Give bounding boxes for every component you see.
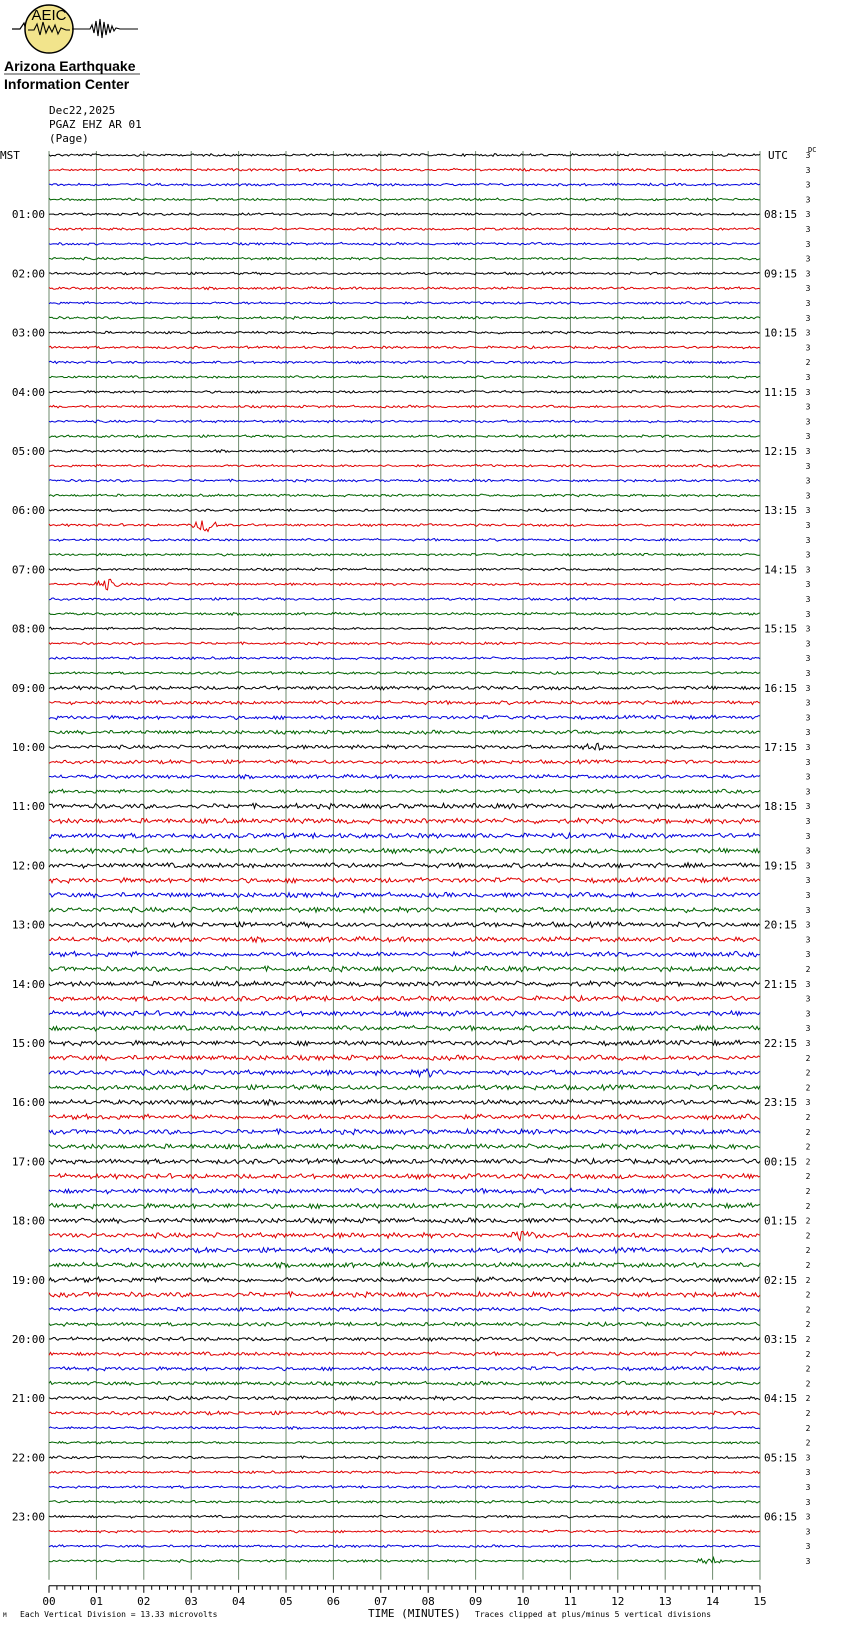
trace-row-62 xyxy=(49,1069,760,1077)
dc-label: DC xyxy=(808,146,817,154)
dc-value: 2 xyxy=(805,1216,811,1226)
dc-value: 3 xyxy=(805,876,811,886)
dc-value: 2 xyxy=(805,1157,811,1167)
x-tick-label: 13 xyxy=(658,1594,672,1608)
x-tick-label: 14 xyxy=(705,1594,720,1608)
dc-value: 3 xyxy=(805,920,811,930)
trace-row-67 xyxy=(49,1144,760,1149)
mst-hour-label: 09:00 xyxy=(11,681,45,695)
trace-row-19 xyxy=(49,435,760,438)
trace-row-88 xyxy=(49,1456,760,1459)
trace-row-24 xyxy=(49,509,760,512)
dc-value: 2 xyxy=(805,1409,811,1418)
trace-row-34 xyxy=(49,657,760,660)
trace-row-9 xyxy=(49,287,760,290)
trace-row-39 xyxy=(49,730,760,734)
dc-value: 3 xyxy=(805,994,811,1004)
mst-hour-label: 03:00 xyxy=(11,326,45,340)
dc-value: 3 xyxy=(805,609,811,619)
dc-value: 2 xyxy=(805,1320,811,1330)
dc-value: 3 xyxy=(805,1542,811,1552)
trace-row-51 xyxy=(49,907,760,913)
mst-hour-label: 01:00 xyxy=(11,208,45,222)
utc-hour-label: 05:15 xyxy=(764,1451,798,1465)
trace-row-87 xyxy=(49,1441,760,1444)
dc-value: 2 xyxy=(805,1142,811,1152)
dc-value: 3 xyxy=(805,1557,811,1566)
dc-value: 2 xyxy=(805,1231,811,1241)
trace-row-81 xyxy=(49,1352,760,1356)
utc-hour-label: 02:15 xyxy=(764,1273,798,1287)
trace-row-15 xyxy=(49,376,760,379)
utc-hour-label: 04:15 xyxy=(764,1392,798,1406)
clip-note: Traces clipped at plus/minus 5 vertical divisions xyxy=(475,1609,712,1619)
trace-row-79 xyxy=(49,1322,760,1326)
dc-value: 2 xyxy=(805,1246,811,1256)
logo-line2: Information Center xyxy=(4,76,130,92)
dc-value: 3 xyxy=(805,373,811,382)
utc-hour-label: 22:15 xyxy=(764,1037,798,1050)
dc-value: 2 xyxy=(805,1349,811,1359)
dc-value: 3 xyxy=(805,905,811,915)
x-tick-label: 15 xyxy=(753,1594,767,1608)
x-tick-label: 07 xyxy=(374,1594,388,1608)
dc-value: 3 xyxy=(805,476,811,486)
dc-value: 3 xyxy=(805,1483,811,1492)
trace-row-83 xyxy=(49,1381,760,1385)
trace-row-75 xyxy=(49,1262,760,1268)
dc-value: 2 xyxy=(805,358,811,368)
trace-row-72 xyxy=(49,1218,760,1223)
dc-value: 3 xyxy=(805,713,811,723)
dc-value: 3 xyxy=(805,698,811,708)
trace-row-54 xyxy=(49,951,760,957)
dc-value: 3 xyxy=(805,669,811,678)
trace-row-8 xyxy=(49,272,760,275)
trace-row-20 xyxy=(49,450,760,453)
utc-hour-label: 08:15 xyxy=(764,208,798,222)
dc-value: 3 xyxy=(805,802,811,812)
trace-row-43 xyxy=(49,789,760,793)
dc-value: 3 xyxy=(805,831,811,841)
dc-value: 3 xyxy=(805,225,811,234)
mst-hour-label: 15:00 xyxy=(11,1037,45,1050)
trace-row-45 xyxy=(49,818,760,823)
trace-row-14 xyxy=(49,361,760,364)
dc-value: 3 xyxy=(805,491,811,501)
trace-row-63 xyxy=(49,1085,760,1091)
trace-row-17 xyxy=(49,405,760,408)
trace-row-46 xyxy=(49,833,760,839)
dc-value: 2 xyxy=(805,1364,811,1374)
x-tick-label: 00 xyxy=(42,1594,56,1608)
utc-hour-label: 18:15 xyxy=(764,800,798,814)
trace-row-1 xyxy=(49,168,760,171)
mst-hour-label: 17:00 xyxy=(11,1155,45,1169)
dc-value: 3 xyxy=(805,313,811,323)
utc-hour-label: 03:15 xyxy=(764,1333,798,1346)
mst-hour-label: 11:00 xyxy=(11,800,45,814)
trace-row-28 xyxy=(49,568,760,571)
utc-hour-label: 23:15 xyxy=(764,1096,798,1110)
utc-hour-label: 19:15 xyxy=(764,859,798,873)
trace-row-44 xyxy=(49,803,760,809)
trace-row-76 xyxy=(49,1277,760,1282)
mst-hour-label: 07:00 xyxy=(11,563,45,577)
trace-row-84 xyxy=(49,1396,760,1400)
trace-row-2 xyxy=(49,183,760,186)
dc-value: 3 xyxy=(805,151,811,160)
trace-row-77 xyxy=(49,1292,760,1298)
trace-row-48 xyxy=(49,863,760,868)
dc-value: 2 xyxy=(805,1438,811,1448)
trace-row-3 xyxy=(49,198,760,201)
dc-value: 3 xyxy=(805,506,811,516)
dc-value: 3 xyxy=(805,1497,811,1507)
dc-value: 3 xyxy=(805,891,811,900)
dc-value: 2 xyxy=(805,1113,811,1122)
dc-value: 3 xyxy=(805,654,811,664)
dc-value: 3 xyxy=(805,772,811,782)
dc-value: 2 xyxy=(805,1261,811,1270)
mst-hour-label: 06:00 xyxy=(11,504,45,518)
dc-value: 3 xyxy=(805,417,811,427)
dc-value: 3 xyxy=(805,1098,811,1108)
logo-line1: Arizona Earthquake xyxy=(4,58,136,74)
dc-value: 3 xyxy=(805,979,811,989)
dc-value: 3 xyxy=(805,432,811,442)
trace-row-78 xyxy=(49,1307,760,1311)
dc-value: 2 xyxy=(805,1201,811,1211)
dc-value: 3 xyxy=(805,284,811,294)
dc-value: 2 xyxy=(805,1423,811,1433)
trace-row-66 xyxy=(49,1129,760,1135)
dc-value: 2 xyxy=(805,1290,811,1300)
utc-hour-label: 09:15 xyxy=(764,267,798,281)
utc-hour-label: 01:15 xyxy=(764,1214,798,1228)
trace-row-36 xyxy=(49,686,760,690)
mst-hour-label: 08:00 xyxy=(11,622,45,636)
trace-row-37 xyxy=(49,701,760,705)
trace-row-65 xyxy=(49,1114,760,1119)
trace-row-61 xyxy=(49,1055,760,1060)
trace-row-85 xyxy=(49,1411,760,1415)
trace-row-89 xyxy=(49,1471,760,1474)
utc-hour-label: 13:15 xyxy=(764,504,798,518)
utc-hour-label: 06:15 xyxy=(764,1510,798,1524)
x-tick-label: 10 xyxy=(516,1594,530,1608)
mst-hour-label: 19:00 xyxy=(11,1273,45,1287)
dc-value: 3 xyxy=(805,861,811,871)
trace-row-57 xyxy=(49,996,760,1002)
trace-row-74 xyxy=(49,1248,760,1254)
trace-row-5 xyxy=(49,228,760,231)
trace-row-22 xyxy=(49,479,760,482)
x-tick-label: 02 xyxy=(137,1594,151,1608)
dc-value: 3 xyxy=(805,210,811,220)
dc-value: 2 xyxy=(805,1083,811,1093)
x-tick-label: 01 xyxy=(89,1594,104,1608)
dc-value: 2 xyxy=(805,1335,811,1344)
trace-row-55 xyxy=(49,966,760,972)
plot-date: Dec22,2025 xyxy=(49,104,116,117)
dc-value: 3 xyxy=(805,757,811,767)
trace-row-32 xyxy=(49,627,760,630)
dc-value: 3 xyxy=(805,195,811,205)
mst-hour-label: 13:00 xyxy=(11,918,45,932)
dc-value: 3 xyxy=(805,521,811,530)
station-code: PGAZ EHZ AR 01 xyxy=(49,118,142,131)
mst-hour-label: 05:00 xyxy=(11,445,45,458)
dc-value: 3 xyxy=(805,846,811,856)
dc-value: 3 xyxy=(805,447,811,456)
mst-hour-label: 16:00 xyxy=(11,1096,45,1110)
trace-row-23 xyxy=(49,494,760,497)
trace-row-91 xyxy=(49,1501,760,1504)
trace-row-95 xyxy=(49,1558,760,1564)
dc-value: 3 xyxy=(805,328,811,338)
dc-value: 3 xyxy=(805,950,811,960)
trace-row-92 xyxy=(49,1515,760,1518)
trace-row-40 xyxy=(49,743,760,750)
mst-axis-label: MST xyxy=(0,149,20,162)
mst-hour-label: 23:00 xyxy=(11,1510,45,1524)
mst-hour-label: 12:00 xyxy=(11,859,45,873)
mst-hour-label: 04:00 xyxy=(11,385,45,399)
trace-row-29 xyxy=(49,579,760,590)
logo-initials: AEIC xyxy=(31,7,67,24)
trace-row-25 xyxy=(49,521,760,532)
dc-value: 3 xyxy=(805,728,811,738)
dc-value: 3 xyxy=(805,387,811,397)
utc-hour-label: 20:15 xyxy=(764,918,798,932)
dc-value: 2 xyxy=(805,1053,811,1063)
x-tick-label: 03 xyxy=(184,1594,198,1608)
utc-hour-label: 14:15 xyxy=(764,563,798,577)
trace-row-4 xyxy=(49,213,760,216)
dc-value: 3 xyxy=(805,817,811,826)
dc-value: 3 xyxy=(805,165,811,175)
mst-hour-label: 20:00 xyxy=(11,1333,45,1346)
dc-value: 3 xyxy=(805,1039,811,1048)
trace-row-49 xyxy=(49,877,760,883)
trace-row-18 xyxy=(49,420,760,423)
utc-hour-label: 16:15 xyxy=(764,681,798,695)
utc-hour-label: 15:15 xyxy=(764,622,798,636)
trace-row-90 xyxy=(49,1486,760,1489)
mst-hour-label: 14:00 xyxy=(11,977,45,991)
dc-value: 3 xyxy=(805,239,811,249)
trace-row-35 xyxy=(49,672,760,675)
trace-row-86 xyxy=(49,1426,760,1429)
utc-hour-label: 21:15 xyxy=(764,977,798,991)
trace-row-12 xyxy=(49,331,760,334)
dc-value: 3 xyxy=(805,535,811,545)
dc-value: 2 xyxy=(805,1394,811,1404)
utc-axis-label: UTC xyxy=(768,149,788,162)
dc-value: 3 xyxy=(805,1527,811,1537)
trace-row-33 xyxy=(49,642,760,645)
mst-hour-label: 21:00 xyxy=(11,1392,45,1406)
dc-value: 2 xyxy=(805,1305,811,1315)
dc-value: 3 xyxy=(805,935,811,945)
utc-hour-label: 11:15 xyxy=(764,385,798,399)
trace-row-69 xyxy=(49,1174,760,1179)
dc-value: 3 xyxy=(805,1009,811,1019)
utc-hour-label: 12:15 xyxy=(764,445,798,458)
dc-value: 2 xyxy=(805,1379,811,1389)
dc-value: 3 xyxy=(805,299,811,308)
dc-value: 3 xyxy=(805,1468,811,1478)
dc-value: 3 xyxy=(805,787,811,797)
x-tick-label: 12 xyxy=(611,1594,625,1608)
utc-hour-label: 00:15 xyxy=(764,1155,798,1169)
x-tick-label: 08 xyxy=(421,1594,435,1608)
dc-value: 3 xyxy=(805,180,811,190)
dc-value: 3 xyxy=(805,743,811,752)
mst-hour-label: 02:00 xyxy=(11,267,45,281)
dc-value: 3 xyxy=(805,565,811,575)
trace-row-70 xyxy=(49,1188,760,1193)
dc-value: 3 xyxy=(805,269,811,279)
dc-value: 2 xyxy=(805,965,811,974)
trace-row-30 xyxy=(49,598,760,601)
trace-row-52 xyxy=(49,922,760,928)
corner-mark: M xyxy=(3,1611,7,1619)
trace-row-41 xyxy=(49,760,760,764)
mst-hour-label: 22:00 xyxy=(11,1451,45,1465)
dc-value: 3 xyxy=(805,580,811,590)
division-note: Each Vertical Division = 13.33 microvolts xyxy=(20,1609,218,1619)
mst-hour-label: 18:00 xyxy=(11,1214,45,1228)
dc-value: 2 xyxy=(805,1172,811,1182)
dc-value: 3 xyxy=(805,1024,811,1034)
trace-row-13 xyxy=(49,346,760,349)
dc-value: 3 xyxy=(805,1453,811,1463)
page-label: (Page) xyxy=(49,132,89,145)
trace-row-73 xyxy=(49,1231,760,1240)
trace-row-7 xyxy=(49,257,760,260)
trace-row-94 xyxy=(49,1545,760,1548)
trace-row-42 xyxy=(49,775,760,779)
trace-row-64 xyxy=(49,1099,760,1105)
dc-value: 3 xyxy=(805,1512,811,1522)
dc-value: 2 xyxy=(805,1275,811,1285)
trace-row-26 xyxy=(49,539,760,542)
utc-hour-label: 17:15 xyxy=(764,741,798,754)
x-axis-title: TIME (MINUTES) xyxy=(368,1606,461,1620)
trace-row-53 xyxy=(49,937,760,943)
trace-row-68 xyxy=(49,1159,760,1165)
dc-value: 3 xyxy=(805,595,811,604)
trace-row-47 xyxy=(49,848,760,853)
x-tick-label: 05 xyxy=(279,1594,293,1608)
trace-row-82 xyxy=(49,1367,760,1371)
trace-row-11 xyxy=(49,316,760,319)
dc-value: 2 xyxy=(805,1068,811,1078)
x-tick-label: 09 xyxy=(468,1594,483,1608)
mst-hour-label: 10:00 xyxy=(11,741,45,754)
dc-value: 3 xyxy=(805,254,811,264)
trace-row-10 xyxy=(49,302,760,305)
dc-value: 3 xyxy=(805,624,811,634)
trace-row-0 xyxy=(49,154,760,157)
trace-row-21 xyxy=(49,464,760,467)
trace-row-71 xyxy=(49,1203,760,1209)
trace-row-56 xyxy=(49,981,760,986)
trace-row-59 xyxy=(49,1026,760,1031)
trace-row-58 xyxy=(49,1011,760,1016)
trace-row-31 xyxy=(49,612,760,615)
trace-row-50 xyxy=(49,892,760,897)
trace-row-27 xyxy=(49,553,760,556)
trace-row-38 xyxy=(49,715,760,719)
trace-row-6 xyxy=(49,242,760,245)
trace-row-80 xyxy=(49,1337,760,1341)
x-tick-label: 04 xyxy=(231,1594,246,1608)
dc-value: 2 xyxy=(805,1187,811,1196)
trace-row-60 xyxy=(49,1040,760,1046)
dc-value: 3 xyxy=(805,402,811,412)
dc-value: 3 xyxy=(805,639,811,649)
dc-value: 2 xyxy=(805,1127,811,1137)
dc-value: 3 xyxy=(805,343,811,353)
utc-hour-label: 10:15 xyxy=(764,326,798,340)
x-tick-label: 06 xyxy=(326,1594,341,1608)
x-tick-label: 11 xyxy=(563,1594,578,1608)
dc-value: 3 xyxy=(805,461,811,471)
dc-value: 3 xyxy=(805,550,811,560)
trace-row-93 xyxy=(49,1530,760,1533)
dc-value: 3 xyxy=(805,683,811,693)
trace-row-16 xyxy=(49,390,760,393)
